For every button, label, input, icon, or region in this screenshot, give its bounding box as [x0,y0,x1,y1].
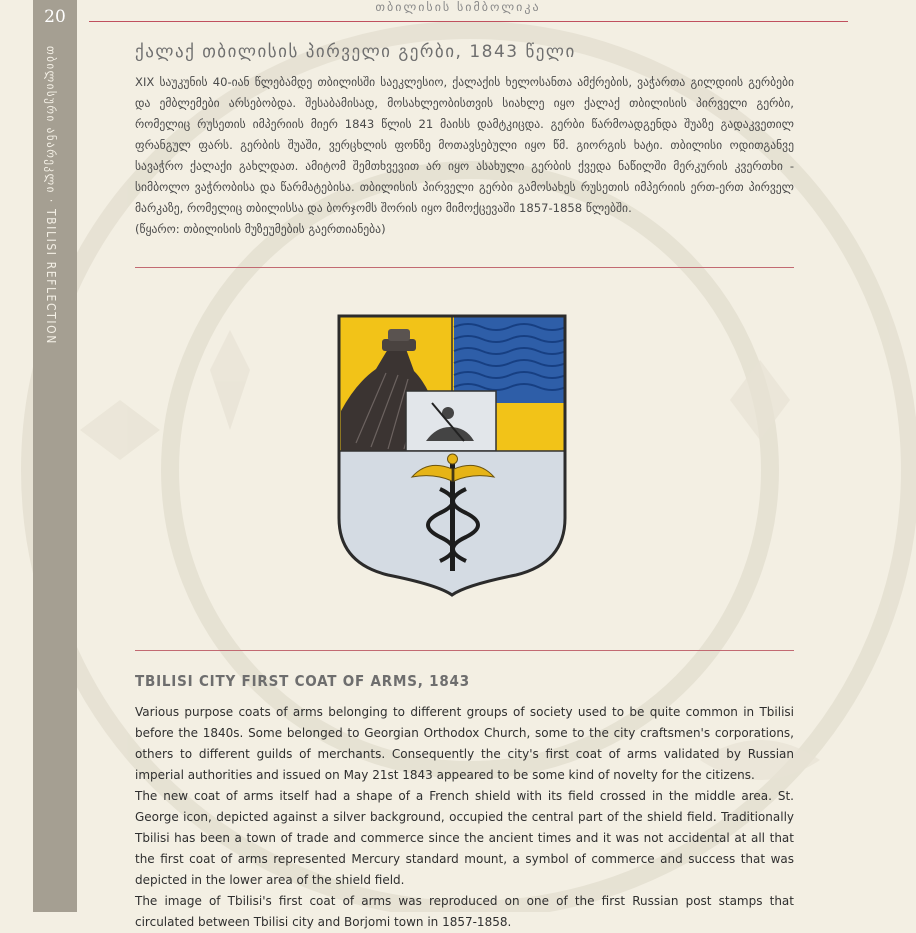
english-paragraph [135,702,794,933]
side-label: თბილისური ანარეკლი · TBILISI REFLECTION [44,46,58,345]
english-title: TBILISI CITY FIRST COAT OF ARMS, 1843 [135,672,470,690]
georgian-title: ქალაქ თბილისის პირველი გერბი, 1843 წელი [135,42,576,62]
page-number: 20 [33,0,77,33]
georgian-paragraph [135,72,794,240]
english-paragraph-3: The image of Tbilisi's first coat of arms was reproduced on one of the first Russian post stamps that circulated between Tbilisi city and Borjomi town in 1857-1858. [135,894,794,929]
section-rule [135,267,794,268]
georgian-body: XIX საუკუნის 40-იან წლებამდე თბილისში საეკლესიო, ქალაქის ხელოსანთა ამქრების, ვაჭართა გილდიის გერბები და ემბლემები არსებობდა. შესაბამისად, მოსახლეობისთვის სიახლე იყო ქალაქ თბილისის პირველი გერბი, რომელიც რუსეთის იმპერიის მიერ 1843 წლის 21 მაისს დამტკიცდა. გერბი წარმოადგენდა შუაზე გადაკვეთილ ფრანგულ ფარს. გერბის შუაში, ვერცხლის ფონზე მოთავსებული იყო წმ. გიორგის ხატი. თბილისი ოდითგანვე სავაჭრო ქალაქი გახლდათ. ამიტომ შემთხვევით არ იყო ასახული გერბის ქვედა ნაწილში მერკურის კვერთხი - სიმბოლო ვაჭრობისა და წარმატებისა. თბილისის პირველი გერბი გამოსახეს რუსეთის იმპერიის ერთ-ერთ პირველ მარკაზე, რომელიც თბილისსა და ბორჯომს შორის იყო მიმოქცევაში 1857-1858 წლებში. [135,75,794,215]
header-rule [89,21,848,22]
english-paragraph-2: The new coat of arms itself had a shape of a French shield with its field crossed in the middle area. St. George icon, depicted against a silver background, occupied the central part of the shield field. Traditionally Tbilisi has been a town of trade and commerce since the ancient times and it was not accidental at all that the first coat of arms represented Mercury standard mount, a symbol of commerce and success that was depicted in the lower area of the shield field. [135,789,794,887]
english-paragraph-1: Various purpose coats of arms belonging to different groups of society used to be quite common in Tbilisi before the 1840s. Some belonged to Georgian Orthodox Church, some to the city craftsmen's corporations, others to different guilds of merchants. Consequently the city's first coat of arms validated by Russian imperial authorities and issued on May 21st 1843 appeared to be some kind of novelty for the citizens. [135,705,794,782]
coat-of-arms-image [336,313,568,598]
georgian-source: (წყარო: თბილისის მუზეუმების გაერთიანება) [135,222,386,236]
section-rule-2 [135,650,794,651]
running-head: თბილისის სიმბოლიკა [375,0,541,14]
